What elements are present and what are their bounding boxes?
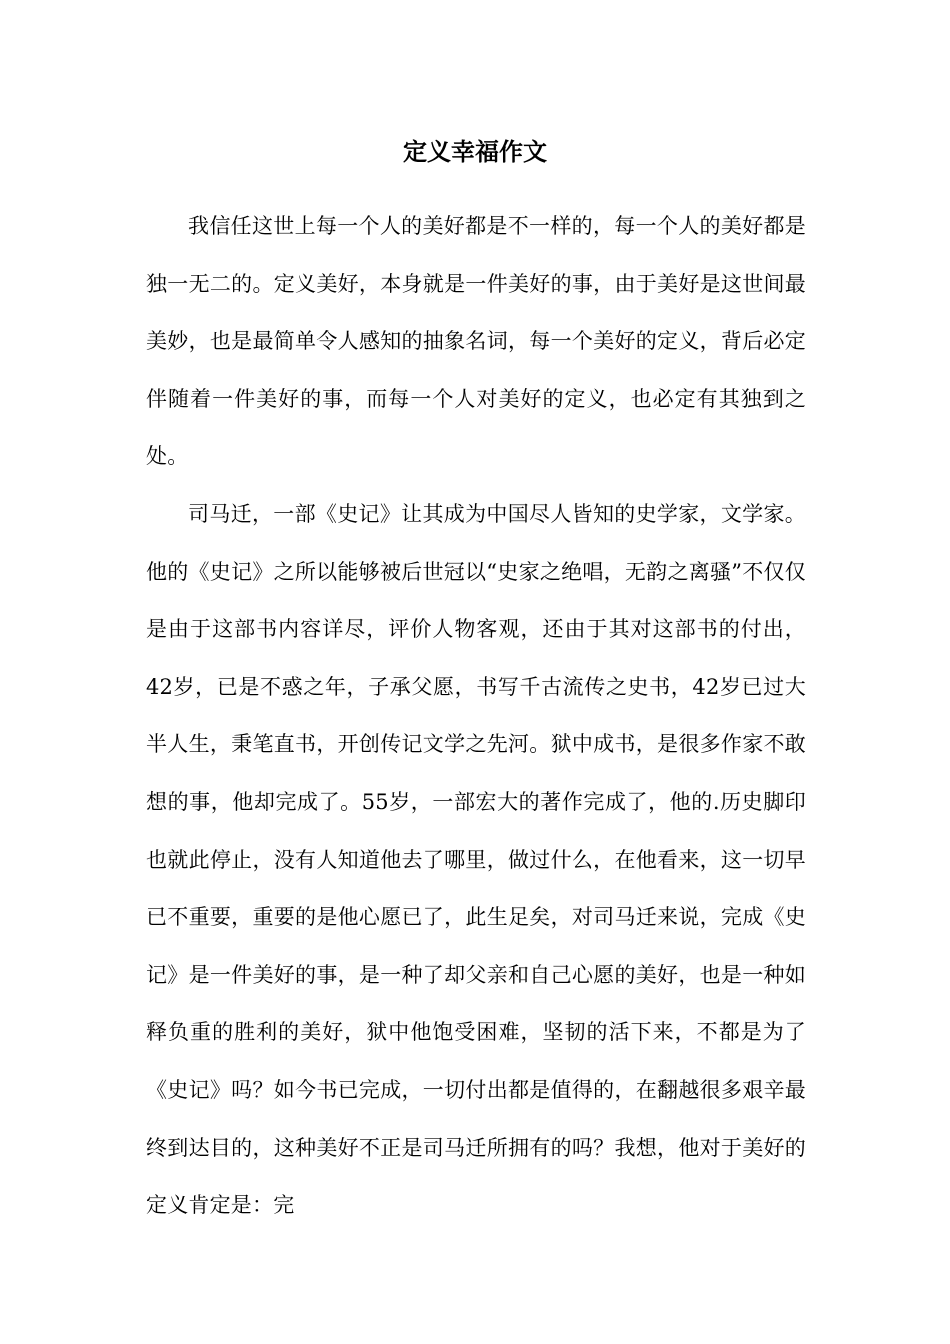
paragraph-1: 我信任这世上每一个人的美好都是不一样的，每一个人的美好都是独一无二的。定义美好，本身就是一件美好的事，由于美好是这世间最美妙，也是最简单令人感知的抽象名词，每一个美好的定义，背后必定伴随着一件美好的事，而每一个人对美好的定义，也必定有其独到之处。 — [146, 214, 806, 469]
paragraph-2: 司马迁，一部《史记》让其成为中国尽人皆知的史学家，文学家。他的《史记》之所以能够被后世冠以“史家之绝唱，无韵之离骚”不仅仅是由于这部书内容详尽，评价人物客观，还由于其对这部书的付出，42岁，已是不惑之年，子承父愿，书写千古流传之史书，42岁已过大半人生，秉笔直书，开创传记文学之先河。狱中成书，是很多作家不敢想的事，他却完成了。55岁，一部宏大的著作完成了，他的.历史脚印也就此停止，没有人知道他去了哪里，做过什么，在他看来，这一切早已不重要，重要的是他心愿已了，此生足矣，对司马迁来说，完成《史记》是一件美好的事，是一种了却父亲和自己心愿的美好，也是一种如释负重的胜利的美好，狱中他饱受困难，坚韧的活下来，不都是为了《史记》吗？如今书已完成，一切付出都是值得的，在翻越很多艰辛最终到达目的，这种美好不正是司马迁所拥有的吗？我想，他对于美好的定义肯定是：完 — [146, 501, 806, 1218]
document-title: 定义幸福作文 — [403, 137, 547, 166]
document-body — [146, 198, 806, 1235]
